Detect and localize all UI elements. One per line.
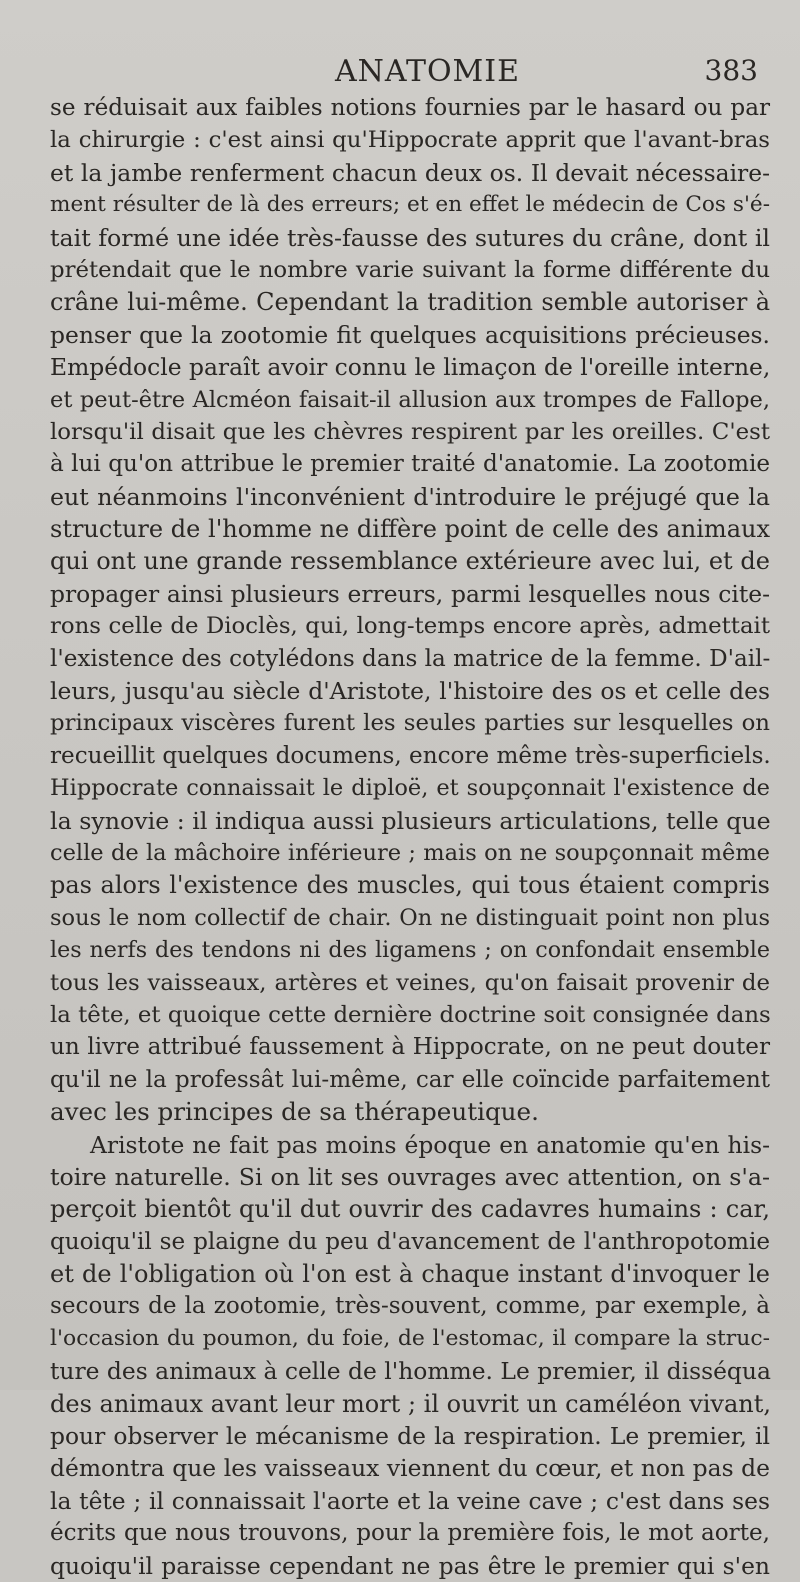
running-title: ANATOMIE — [335, 54, 521, 89]
text-line: avec les principes de sa thérapeutique. — [50, 1097, 539, 1127]
text-line: la tête ; il connaissait l'aorte et la veine cave ; c'est dans ses — [50, 1486, 770, 1515]
text-line: toire naturelle. Si on lit ses ouvrages avec attention, on s'a- — [50, 1162, 770, 1191]
text-line: l'occasion du poumon, du foie, de l'estomac, il compare la struc- — [50, 1325, 770, 1351]
text-line: propager ainsi plusieurs erreurs, parmi lesquelles nous cite- — [50, 579, 770, 608]
text-line: des animaux avant leur mort ; il ouvrit un caméléon vivant, — [50, 1389, 772, 1418]
text-line: se réduisait aux faibles notions fournies par le hasard ou par — [50, 95, 770, 121]
text-line: démontra que les vaisseaux viennent du cœur, et non pas de — [50, 1454, 770, 1483]
text-line: secours de la zootomie, très-souvent, comme, par exemple, à — [50, 1293, 770, 1320]
text-line: eut néanmoins l'inconvénient d'introduire le préjugé que la — [50, 482, 770, 511]
text-line: celle de la mâchoire inférieure ; mais on ne soupçonnait même — [50, 839, 770, 866]
text-line: crâne lui-même. Cependant la tradition semble autoriser à — [50, 288, 770, 317]
text-line: prétendait que le nombre varie suivant la forme différente du — [50, 256, 770, 283]
text-line: Hippocrate connaissait le diploë, et soupçonnait l'existence de — [50, 775, 770, 802]
text-line: Empédocle paraît avoir connu le limaçon de l'oreille interne, — [50, 353, 771, 382]
text-line: perçoit bientôt qu'il dut ouvrir des cadavres humains : car, — [50, 1195, 770, 1224]
text-line: un livre attribué faussement à Hippocrate, on ne peut douter — [50, 1034, 770, 1061]
text-line: rons celle de Dioclès, qui, long-temps encore après, admettait — [50, 613, 770, 640]
text-line: la synovie : il indiqua aussi plusieurs articulations, telle que — [50, 806, 771, 835]
text-line: principaux viscères furent les seules parties sur lesquelles on — [50, 710, 770, 737]
body-text — [50, 92, 770, 1582]
text-line: tait formé une idée très-fausse des sutures du crâne, dont il — [50, 223, 770, 252]
text-line: l'existence des cotylédons dans la matrice de la femme. D'ail- — [50, 645, 771, 672]
text-line: tous les vaisseaux, artères et veines, qu'on faisait provenir de — [50, 969, 770, 996]
text-line: leurs, jusqu'au siècle d'Aristote, l'histoire des os et celle des — [50, 677, 770, 706]
text-line: Aristote ne fait pas moins époque en anatomie qu'en his- — [90, 1130, 770, 1159]
text-line: les nerfs des tendons ni des ligamens ; on confondait ensemble — [50, 937, 770, 964]
text-line: penser que la zootomie fit quelques acquisitions précieuses. — [50, 320, 770, 349]
text-line: pas alors l'existence des muscles, qui tous étaient compris — [50, 871, 770, 900]
text-line: quoiqu'il paraisse cependant ne pas être le premier qui s'en — [50, 1551, 770, 1580]
text-line: à lui qu'on attribue le premier traité d'anatomie. La zootomie — [50, 451, 770, 478]
text-line: qui ont une grande ressemblance extérieure avec lui, et de — [50, 547, 770, 576]
text-line: structure de l'homme ne diffère point de celle des animaux — [50, 515, 770, 544]
text-line: recueillit quelques documens, encore même très-superficiels. — [50, 742, 771, 769]
text-line: ture des animaux à celle de l'homme. Le premier, il disséqua — [50, 1357, 771, 1386]
text-line: quoiqu'il se plaigne du peu d'avancement de l'anthropotomie — [50, 1228, 770, 1255]
text-line: et peut-être Alcméon faisait-il allusion aux trompes de Fallope, — [50, 386, 770, 413]
text-line: la tête, et quoique cette dernière doctrine soit consignée dans — [50, 1001, 771, 1028]
page-header — [40, 50, 766, 90]
page-number: 383 — [704, 54, 758, 87]
text-line: sous le nom collectif de chair. On ne distinguait point non plus — [50, 904, 770, 931]
text-line: et la jambe renferment chacun deux os. Il devait nécessaire- — [50, 158, 770, 187]
text-line: ment résulter de là des erreurs; et en effet le médecin de Cos s'é- — [50, 192, 770, 218]
text-line: qu'il ne la professât lui-même, car elle coïncide parfaitement — [50, 1066, 770, 1093]
text-line: la chirurgie : c'est ainsi qu'Hippocrate apprit que l'avant-bras — [50, 127, 770, 154]
text-line: pour observer le mécanisme de la respiration. Le premier, il — [50, 1422, 770, 1451]
text-line: écrits que nous trouvons, pour la première fois, le mot aorte, — [50, 1520, 770, 1547]
text-line: et de l'obligation où l'on est à chaque instant d'invoquer le — [50, 1260, 770, 1289]
text-line: lorsqu'il disait que les chèvres respirent par les oreilles. C'est — [50, 418, 770, 445]
